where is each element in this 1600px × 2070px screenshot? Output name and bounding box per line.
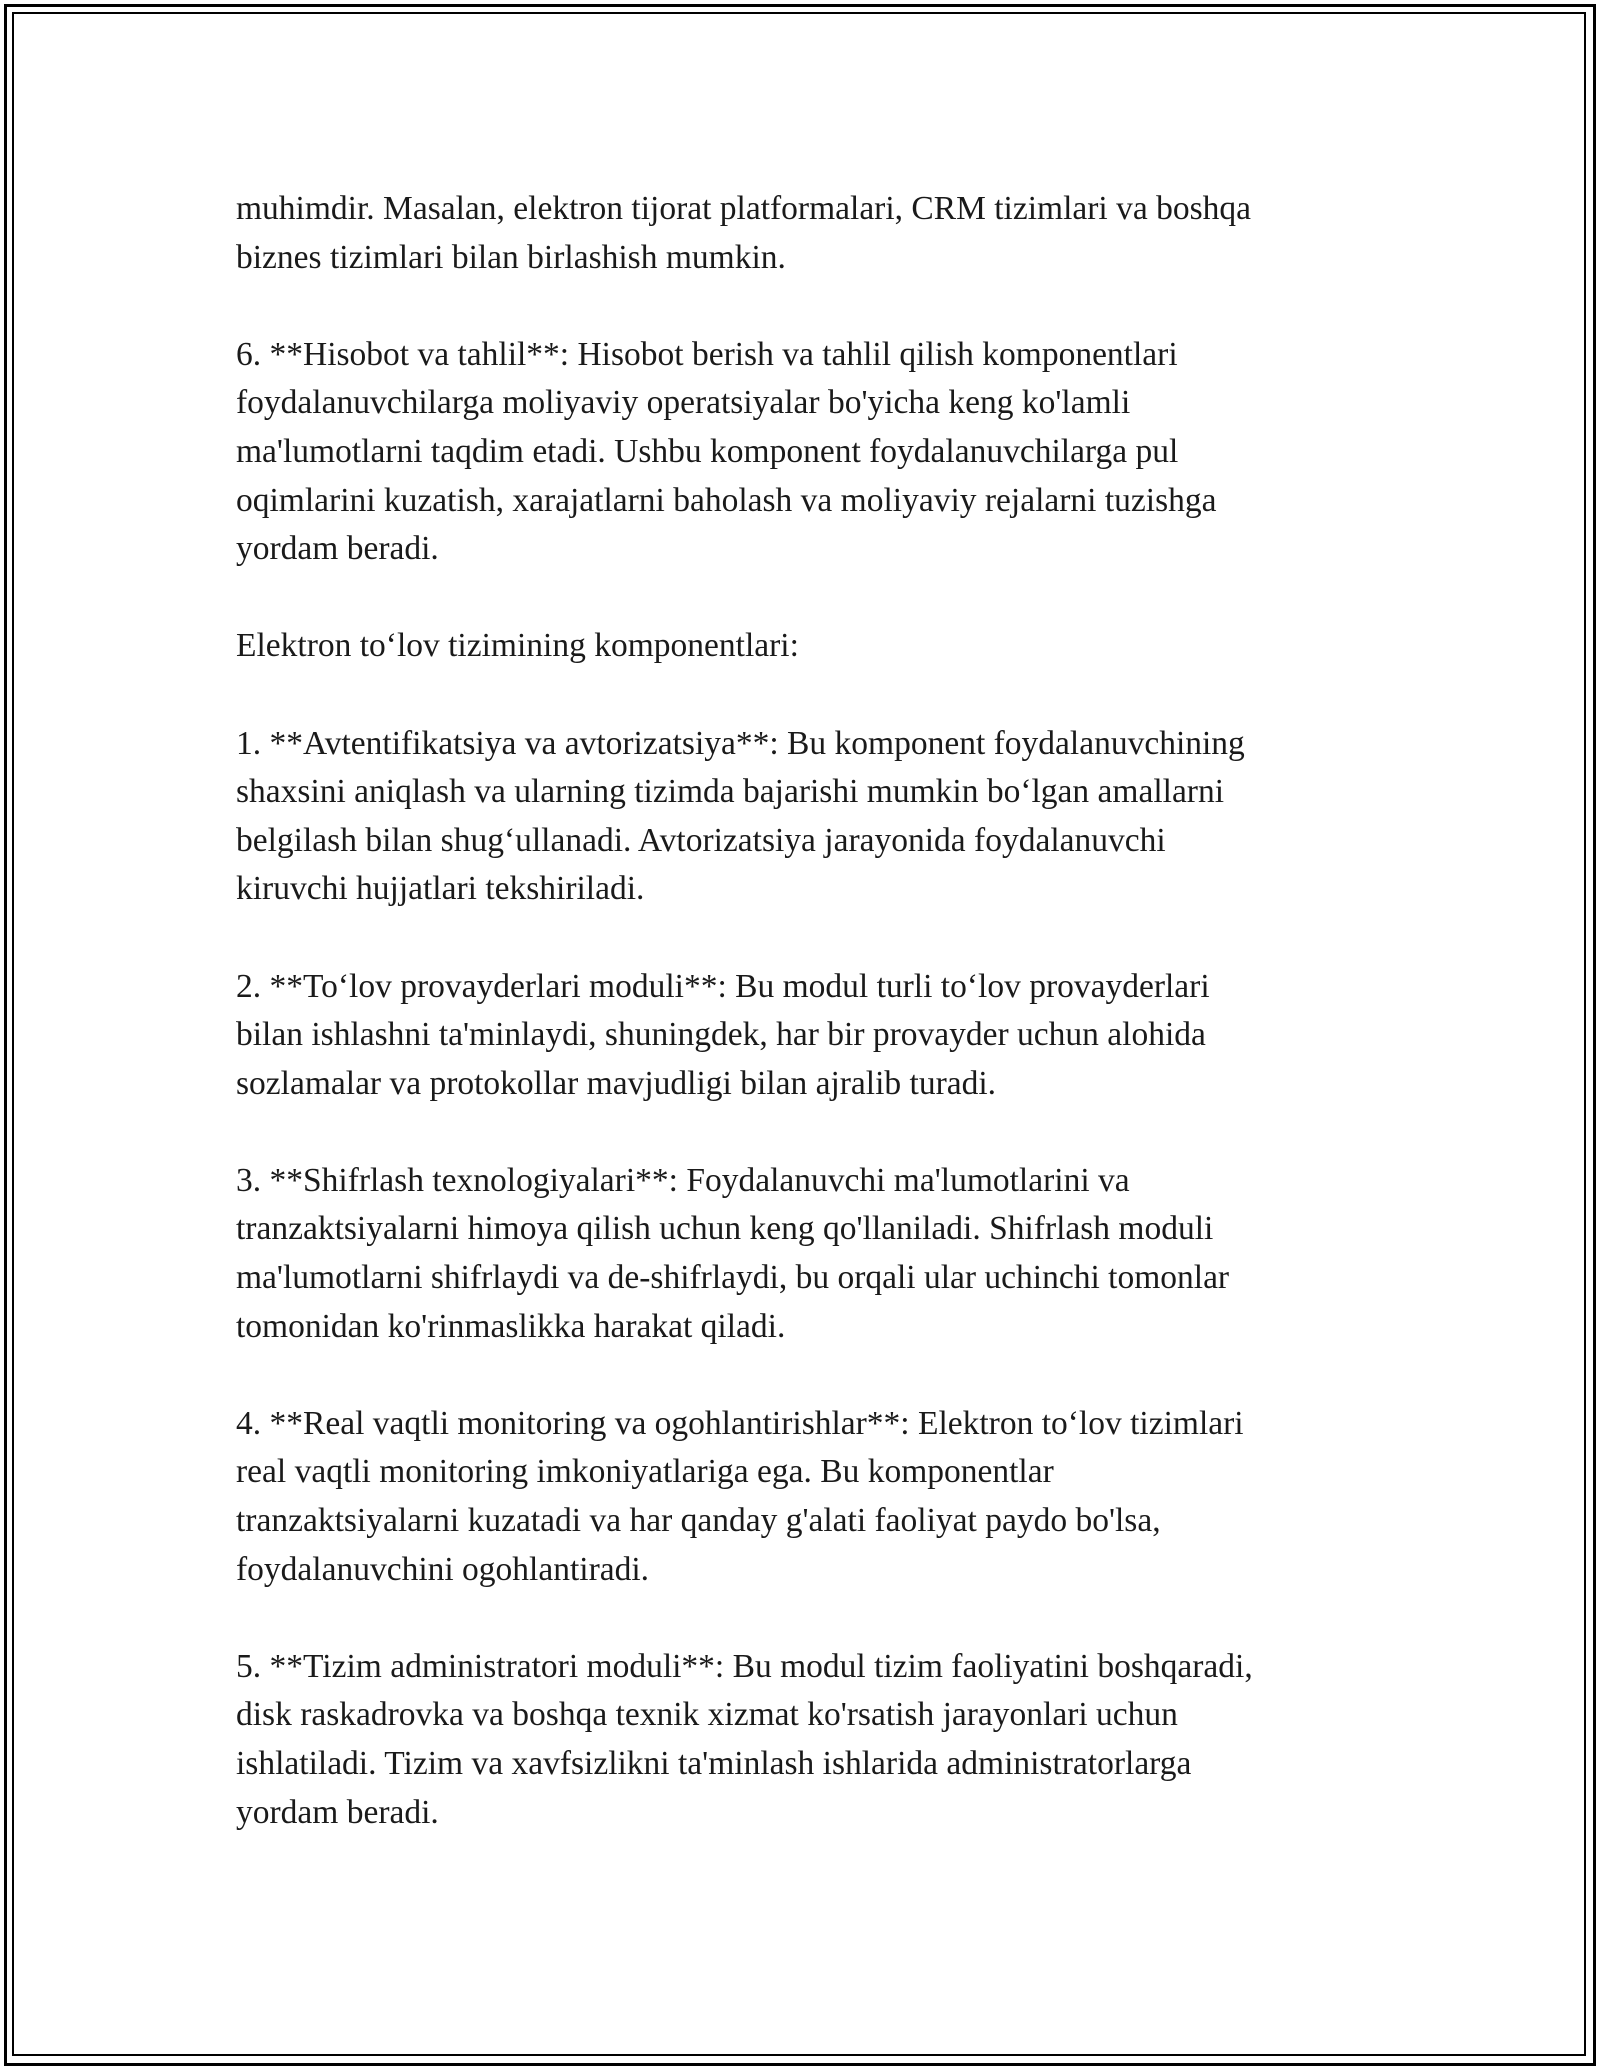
paragraph-item-3-shifrlash: 3. **Shifrlash texnologiyalari**: Foydalanuvchi ma'lumotlarini va tranzaktsiyalarni himoya qilish uchun keng qo'llaniladi. Shifrlash moduli ma'lumotlarni shifrlaydi va de-shifrlaydi, bu orqali ular uchinchi tomonlar tomonidan ko'rinmaslikka harakat qiladi.: [236, 1161, 1230, 1345]
paragraph-item-2-tolov-provayderlari: 2. **To‘lov provayderlari moduli**: Bu modul turli to‘lov provayderlari bilan ishlashni ta'minlaydi, shuningdek, har bir provayder uchun alohida sozlamalar va protokollar mavjudligi bilan ajralib turadi.: [236, 967, 1210, 1102]
document-body: [236, 185, 1376, 1837]
paragraph-item-6-hisobot: 6. **Hisobot va tahlil**: Hisobot berish va tahlil qilish komponentlari foydalanuvchilarga moliyaviy operatsiyalar bo'yicha keng ko'lamli ma'lumotlarni taqdim etadi. Ushbu komponent foydalanuvchilarga pul oqimlarini kuzatish, xarajatlarni baholash va moliyaviy rejalarni tuzishga yordam beradi.: [236, 335, 1217, 568]
paragraph-item-4-monitoring: 4. **Real vaqtli monitoring va ogohlantirishlar**: Elektron to‘lov tizimlari real vaqtli monitoring imkoniyatlariga ega. Bu komponentlar tranzaktsiyalarni kuzatadi va har qanday g'alati faoliyat paydo bo'lsa, foydalanuvchini ogohlantiradi.: [236, 1404, 1244, 1588]
paragraph-continuation: muhimdir. Masalan, elektron tijorat platformalari, CRM tizimlari va boshqa biznes tizimlari bilan birlashish mumkin.: [236, 190, 1252, 276]
section-heading: Elektron to‘lov tizimining komponentlari:: [236, 627, 799, 665]
paragraph-item-5-administrator: 5. **Tizim administratori moduli**: Bu modul tizim faoliyatini boshqaradi, disk raskadrovka va boshqa texnik xizmat ko'rsatish jarayonlari uchun ishlatiladi. Tizim va xavfsizlikni ta'minlash ishlarida administratorlarga yordam beradi.: [236, 1647, 1253, 1831]
paragraph-item-1-avtentifikatsiya: 1. **Avtentifikatsiya va avtorizatsiya**: Bu komponent foydalanuvchining shaxsini aniqlash va ularning tizimda bajarishi mumkin bo‘lgan amallarni belgilash bilan shug‘ullanadi. Avtorizatsiya jarayonida foydalanuvchi kiruvchi hujjatlari tekshiriladi.: [236, 724, 1245, 908]
